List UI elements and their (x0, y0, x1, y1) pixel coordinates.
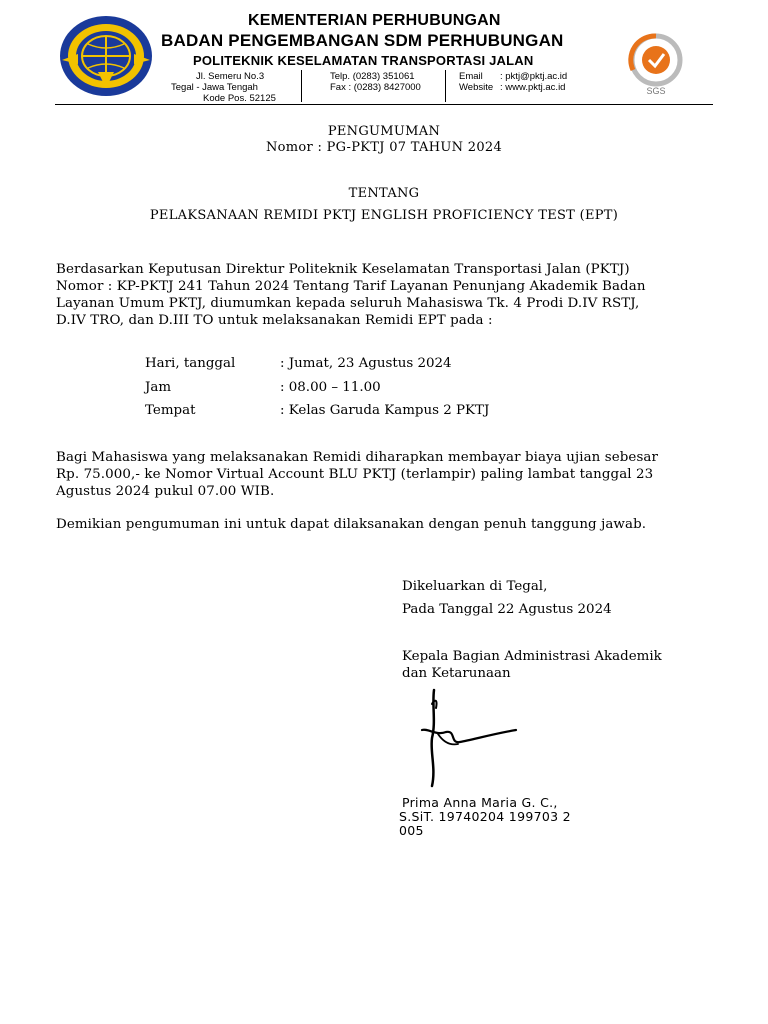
schedule-date-label: Hari, tanggal (145, 356, 236, 371)
handwritten-signature-icon (412, 686, 522, 790)
schedule-place-value: : Kelas Garuda Kampus 2 PKTJ (280, 403, 490, 418)
payment-line: Rp. 75.000,- ke Nomor Virtual Account BLU PKTJ (terlampir) paling lambat tanggal 23 (56, 467, 654, 482)
intro-line: Nomor : KP-PKTJ 241 Tahun 2024 Tentang Tarif Layanan Penunjang Akademik Badan (56, 279, 646, 294)
intro-line: D.IV TRO, dan D.III TO untuk melaksanakan Remidi EPT pada : (56, 313, 493, 328)
institution-name: POLITEKNIK KESELAMATAN TRANSPORTASI JALAN (193, 53, 534, 68)
address-line-3: Kode Pos. 52125 (203, 93, 276, 104)
schedule-time-label: Jam (145, 380, 172, 395)
iso-certification-logo-icon (620, 30, 692, 100)
payment-line: Bagi Mahasiswa yang melaksanakan Remidi diharapkan membayar biaya ujian sebesar (56, 450, 658, 465)
intro-line: Layanan Umum PKTJ, diumumkan kepada seluruh Mahasiswa Tk. 4 Prodi D.IV RSTJ, (56, 296, 640, 311)
agency-name: BADAN PENGEMBANGAN SDM PERHUBUNGAN (161, 31, 564, 50)
ministry-name: KEMENTERIAN PERHUBUNGAN (248, 12, 501, 29)
signatory-position: Kepala Bagian Administrasi Akademik (402, 649, 662, 664)
letterhead (0, 0, 768, 110)
header-divider (445, 70, 446, 102)
document-subject: PELAKSANAAN REMIDI PKTJ ENGLISH PROFICIENCY TEST (EPT) (149, 208, 619, 223)
ministry-logo-icon (58, 14, 154, 98)
phone-number: Telp. (0283) 351061 (330, 71, 415, 82)
about-label: TENTANG (348, 186, 420, 201)
address-line-2: Tegal - Jawa Tengah (171, 82, 258, 93)
address-line-1: Jl. Semeru No.3 (196, 71, 265, 82)
letterhead-rule (55, 104, 713, 105)
schedule-place-label: Tempat (145, 403, 196, 418)
schedule-date-value: : Jumat, 23 Agustus 2024 (280, 356, 452, 371)
website-label: Website (459, 82, 494, 93)
document-title: PENGUMUMAN (327, 124, 441, 139)
issued-place: Dikeluarkan di Tegal, (402, 579, 548, 594)
header-divider (301, 70, 302, 102)
schedule-time-value: : 08.00 – 11.00 (280, 380, 381, 395)
issued-date: Pada Tanggal 22 Agustus 2024 (402, 602, 612, 617)
email-value: : pktj@pktj.ac.id (500, 71, 568, 82)
signatory-nip: S.SiT. 19740204 199703 2 (399, 809, 571, 824)
email-label: Email (459, 71, 483, 82)
signatory-position-line-2: dan Ketarunaan (402, 666, 511, 681)
fax-number: Fax : (0283) 8427000 (330, 82, 421, 93)
payment-line: Agustus 2024 pukul 07.00 WIB. (56, 484, 275, 499)
website-value: : www.pktj.ac.id (500, 82, 566, 93)
closing-statement: Demikian pengumuman ini untuk dapat dilaksanakan dengan penuh tanggung jawab. (56, 517, 647, 532)
signatory-nip-continued: 005 (399, 823, 424, 838)
document-number: Nomor : PG-PKTJ 07 TAHUN 2024 (265, 140, 503, 155)
intro-line: Berdasarkan Keputusan Direktur Politeknik Keselamatan Transportasi Jalan (PKTJ) (56, 262, 630, 277)
signatory-name: Prima Anna Maria G. C., (402, 795, 558, 810)
sgs-label: SGS (646, 86, 666, 96)
